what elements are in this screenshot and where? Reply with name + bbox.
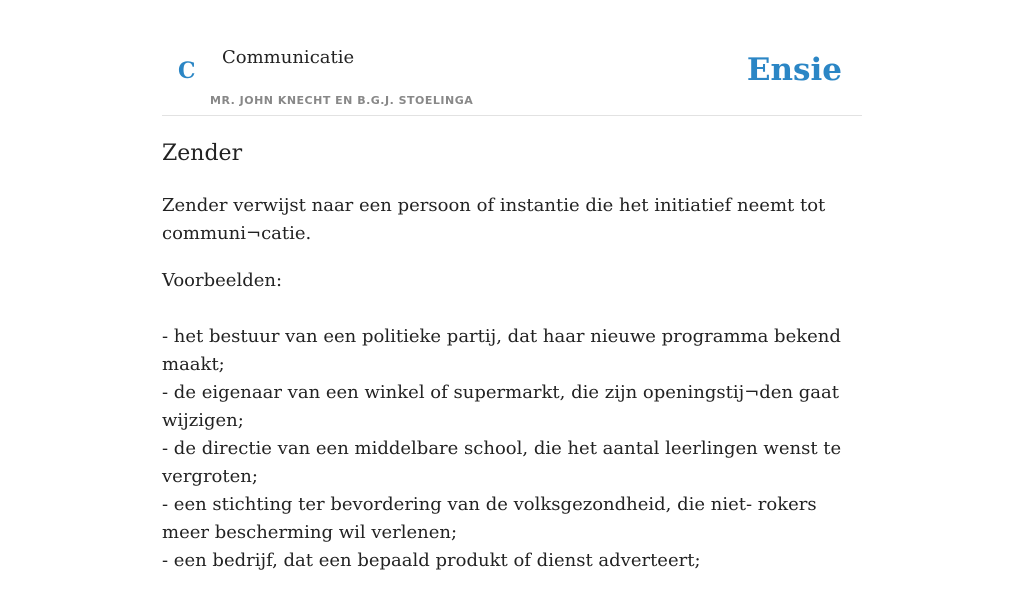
example-item: - een stichting ter bevordering van de volksgezondheid, die niet- rokers meer bescherming wil verlenen; (162, 494, 817, 543)
article-heading: Zender (162, 141, 243, 166)
definition-paragraph: Zender verwijst naar een persoon of instantie die het initiatief neemt tot communi¬catie. (162, 195, 826, 244)
examples-label: Voorbeelden: (162, 270, 283, 291)
article-body (162, 192, 862, 594)
examples-list (162, 323, 862, 575)
authors-link[interactable]: MR. JOHN KNECHT EN B.G.J. STOELINGA (210, 94, 474, 107)
example-item: - het bestuur van een politieke partij, dat haar nieuwe programma bekend maakt; (162, 326, 841, 375)
ensie-logo[interactable]: Ensie (746, 52, 842, 88)
example-item: - een bedrijf, dat een bepaald produkt of dienst adverteert; (162, 550, 701, 571)
document-header (162, 0, 862, 116)
example-item: - de eigenaar van een winkel of supermarkt, die zijn openingstij¬den gaat wijzigen; (162, 382, 839, 431)
category-avatar[interactable]: C (178, 58, 196, 84)
example-item: - de directie van een middelbare school, die het aantal leerlingen wenst te vergroten; (162, 438, 842, 487)
document-title-link[interactable]: Communicatie (222, 47, 355, 68)
document-page (162, 0, 862, 571)
